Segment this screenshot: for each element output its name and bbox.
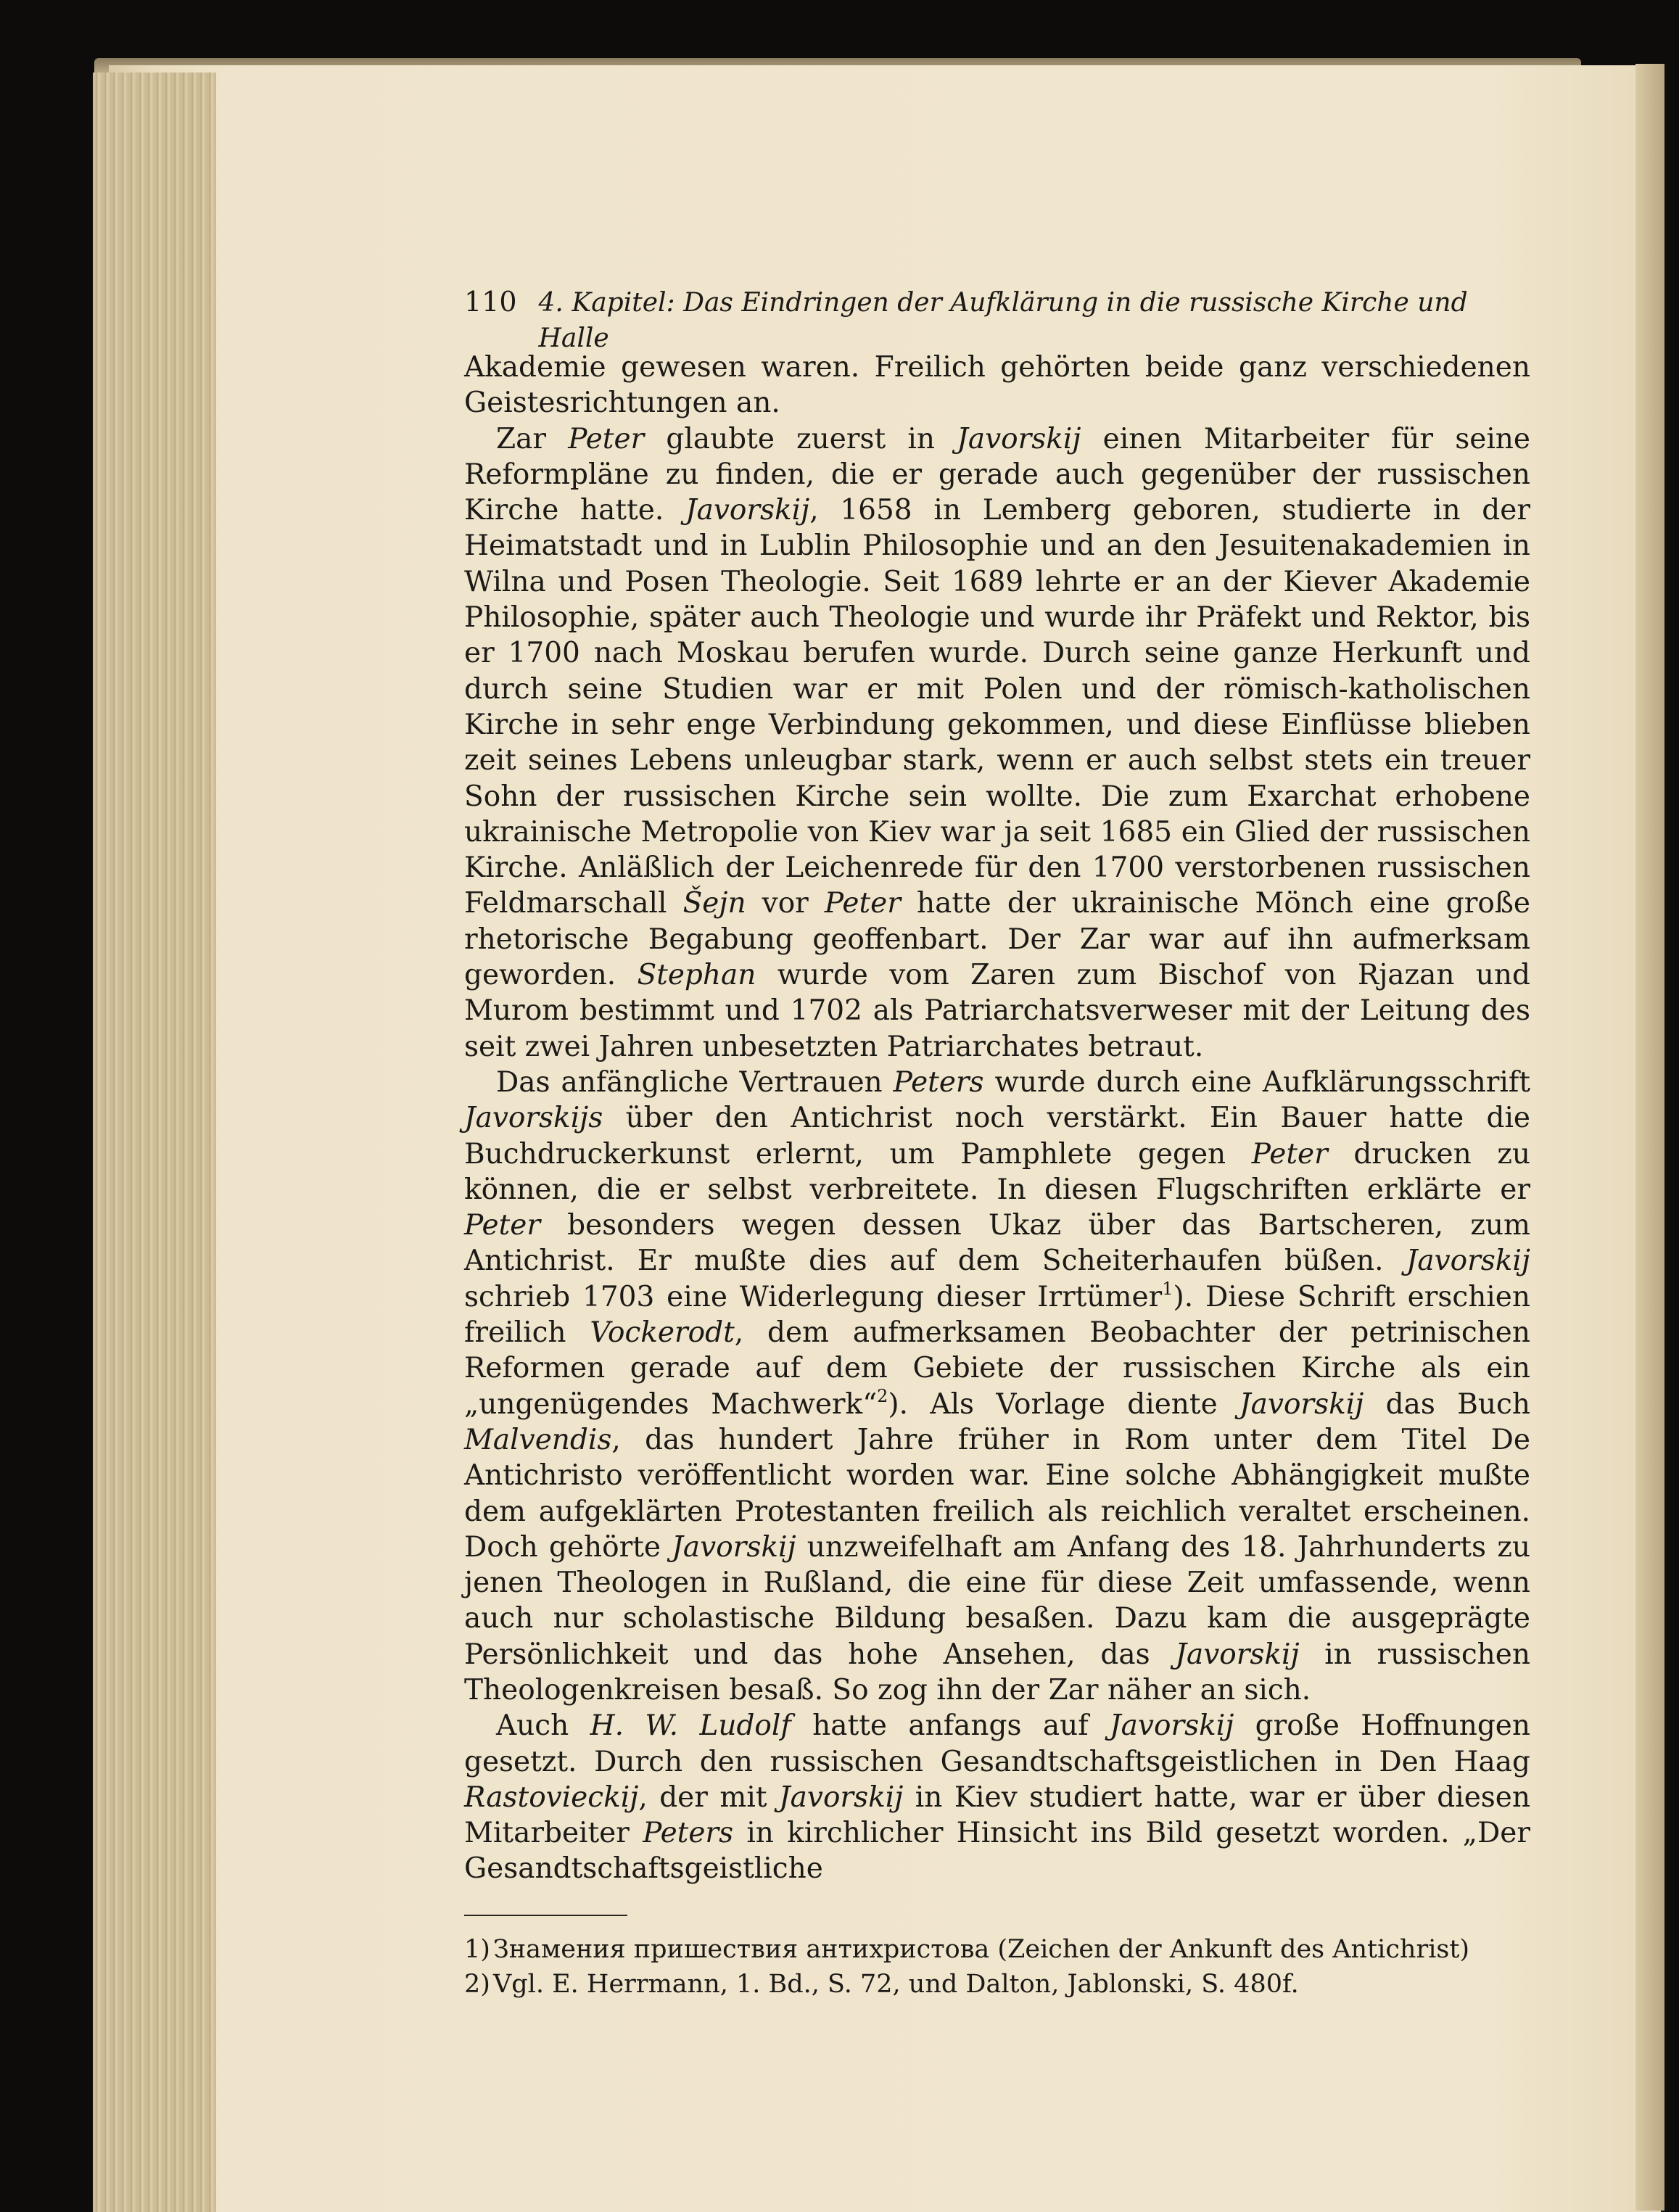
footnote-text: Знамения пришествия антихристова (Zeichen der Ankunft des Antichrist) <box>493 1934 1470 1964</box>
body-text <box>464 350 1530 1887</box>
paragraph <box>464 1708 1530 1886</box>
text-run: über den Antichrist noch verstärkt. Ein Bauer hatte die Buchdruckerkunst erlernt, um Pamphlete gegen <box>464 1102 1530 1171</box>
footnote-text: Vgl. E. Herrmann, 1. Bd., S. 72, und Dalton, Jablonski, S. 480f. <box>493 1969 1299 1999</box>
italic-name: Javorskij <box>672 1530 796 1564</box>
text-run: Auch <box>496 1709 590 1743</box>
italic-name: Javorskij <box>1239 1387 1364 1421</box>
text-run: in Kiev studiert hatte, war er über diesen Mitarbeiter <box>464 1780 1530 1850</box>
text-run: Das anfängliche Vertrauen <box>496 1065 894 1099</box>
italic-name: Vockerodt <box>590 1316 735 1350</box>
italic-name: Peters <box>643 1817 734 1850</box>
text-run: Zar <box>496 422 569 455</box>
text-run: in kirchlicher Hinsicht ins Bild gesetzt worden. „Der Gesandtschaftsgeistliche <box>464 1817 1530 1886</box>
footnote-mark: 2) <box>464 1969 490 1999</box>
paragraph <box>464 350 1530 421</box>
text-run: das Buch <box>1364 1387 1531 1421</box>
footnotes <box>464 1932 1530 2002</box>
text-run: , 1658 in Lemberg geboren, studierte in der Heimatstadt und in Lublin Philosophie und an den Jesuitenakademien in Wilna und Posen Theologie. Seit 1689 lehrte er an der Kiever Akademie Philosophie, später auch Theologie und wurde ihr Präfekt und Rektor, bis er 1700 nach Moskau berufen wurde. Durch seine ganze Herkunft und durch seine Studien war er mit Polen und der römisch-katholischen Kirche in sehr enge Verbindung gekommen, und diese Einflüsse blieben zeit seines Lebens unleugbar stark, wenn er auch selbst stets ein treuer Sohn der russischen Kirche sein wollte. Die zum Exarchat erhobene ukrainische Metropolie von Kiev war ja seit 1685 ein Glied der russischen Kirche. Anläßlich der Leichenrede für den 1700 verstorbenen russischen Feldmarschall <box>464 494 1530 920</box>
text-run: , das hundert Jahre früher in Rom unter dem Titel De Antichristo veröffentlicht worden war. Eine solche Abhängigkeit mußte dem aufgeklärten Protestanten freilich als reichlich veraltet erscheinen. Doch gehörte <box>464 1423 1530 1564</box>
text-run: schrieb 1703 eine Widerlegung dieser Irrtümer <box>464 1280 1163 1313</box>
text-run: drucken zu können, die er selbst verbreitete. In diesen Flugschriften erklärte er <box>464 1137 1531 1206</box>
text-run: besonders wegen dessen Ukaz über das Bartscheren, zum Antichrist. Er mußte dies auf dem Scheiterhaufen büßen. <box>464 1209 1530 1278</box>
text-run: , dem aufmerksamen Beobachter der petrinischen Reformen gerade auf dem Gebiete der russischen Kirche als ein „ungenügendes Machwerk“ <box>464 1316 1530 1421</box>
text-run: einen Mitarbeiter für seine Reformpläne zu finden, die er gerade auch gegenüber der russischen Kirche hatte. <box>464 422 1530 527</box>
paragraph <box>464 421 1530 1065</box>
book-spine-edge <box>1635 64 1664 2211</box>
text-run: , der mit <box>638 1780 780 1814</box>
page-content <box>464 284 1530 2002</box>
text-run: ). Als Vorlage diente <box>888 1387 1240 1421</box>
text-run: wurde durch eine Aufklärungsschrift <box>983 1065 1530 1099</box>
italic-name: Peters <box>893 1065 984 1099</box>
italic-name: Javorskijs <box>464 1102 603 1135</box>
text-run: große Hoffnungen gesetzt. Durch den russischen Gesandtschaftsgeistlichen in Den Haag <box>464 1709 1530 1778</box>
running-header <box>464 284 1530 354</box>
italic-name: Javorskij <box>779 1780 904 1814</box>
text-run: vor <box>746 887 825 920</box>
running-title: 4. Kapitel: Das Eindringen der Aufklärung in die russische Kirche und Halle <box>538 288 1468 354</box>
footnote-mark: 1) <box>464 1934 490 1964</box>
footnote <box>464 1932 1530 1967</box>
text-run: Akademie gewesen waren. Freilich gehörten beide ganz verschiedenen Geistesrichtungen an. <box>464 351 1530 420</box>
italic-name: Javorskij <box>1175 1638 1300 1671</box>
footnote <box>464 1967 1530 2002</box>
text-run: wurde vom Zaren zum Bischof von Rjazan und Murom bestimmt und 1702 als Patriarchatsverweser mit der Leitung des seit zwei Jahren unbesetzten Patriarchates betraut. <box>464 959 1530 1063</box>
page-stack-edges <box>93 73 216 2212</box>
text-run: hatte anfangs auf <box>791 1709 1110 1743</box>
italic-name: Rastovieckij <box>464 1780 639 1814</box>
text-run: ). Diese Schrift erschien freilich <box>464 1280 1530 1350</box>
text-run: glaubte zuerst in <box>644 422 957 455</box>
footnote-separator <box>464 1915 627 1916</box>
text-run: in russischen Theologenkreisen besaß. So zog ihn der Zar näher an sich. <box>464 1638 1530 1707</box>
paragraph <box>464 1065 1530 1708</box>
footnote-ref: 2 <box>877 1385 888 1406</box>
italic-name: Peter <box>568 422 645 455</box>
italic-name: Javorskij <box>685 494 810 527</box>
text-run: hatte der ukrainische Mönch eine große rhetorische Begabung geoffenbart. Der Zar war auf ihn aufmerksam geworden. <box>464 887 1531 992</box>
page-number: 110 <box>464 286 517 318</box>
footnote-ref: 1 <box>1162 1278 1173 1299</box>
italic-name: Malvendis <box>464 1423 612 1456</box>
italic-name: Šejn <box>682 887 746 920</box>
italic-name: Javorskij <box>1406 1245 1530 1278</box>
italic-name: Peter <box>824 887 901 920</box>
italic-name: Peter <box>1251 1137 1328 1171</box>
italic-name: Stephan <box>637 959 756 992</box>
italic-name: Javorskij <box>1110 1709 1234 1743</box>
italic-name: Peter <box>464 1209 540 1242</box>
italic-name: H. W. Ludolf <box>590 1709 791 1743</box>
italic-name: Javorskij <box>957 422 1081 455</box>
text-run: unzweifelhaft am Anfang des 18. Jahrhunderts zu jenen Theologen in Rußland, die eine für diese Zeit umfassende, wenn auch nur scholastische Bildung besaßen. Dazu kam die ausgeprägte Persönlichkeit und das hohe Ansehen, das <box>464 1530 1530 1671</box>
